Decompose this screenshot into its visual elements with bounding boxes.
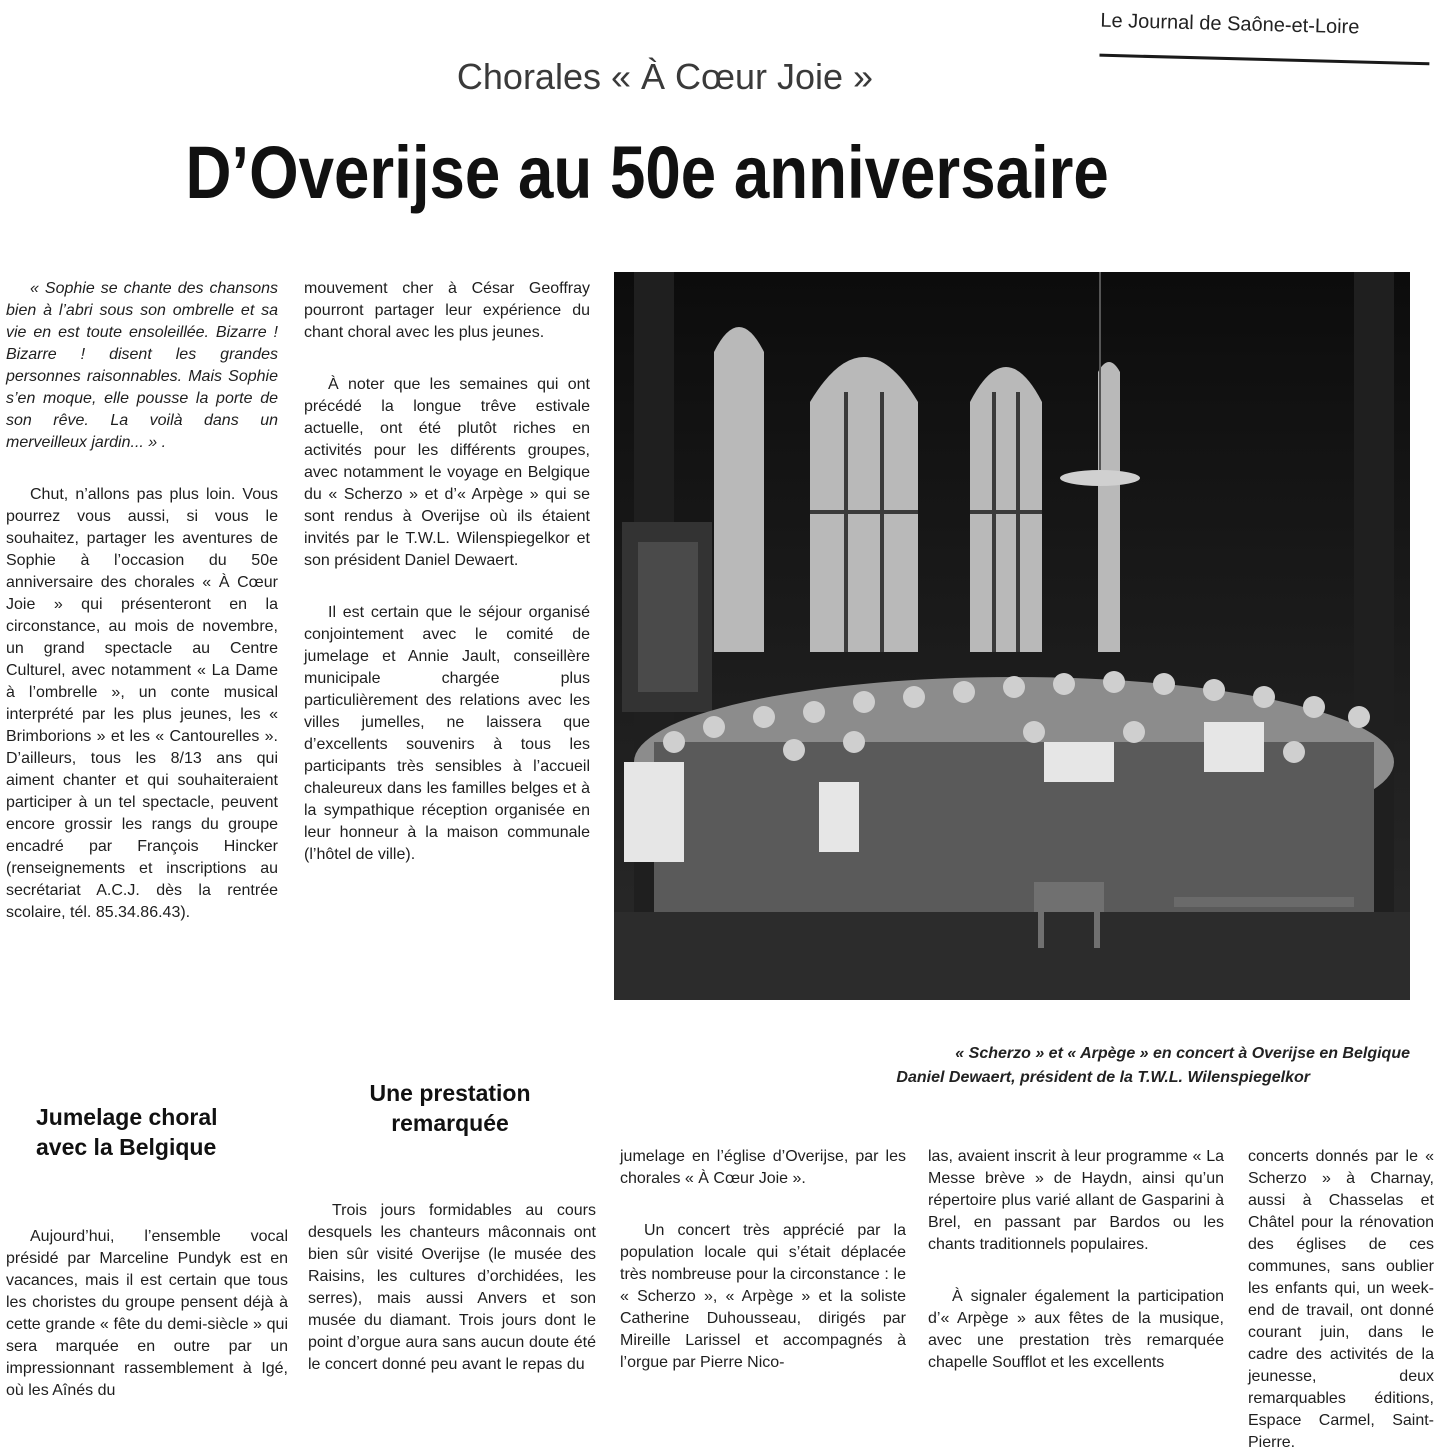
article-column-5 <box>1248 1146 1434 1451</box>
column-3-paragraph-2: Un concert très apprécié par la population locale qui s’était déplacée très nombreuse pour la circonstance : le « Scherzo », « Arpège » et la soliste Catherine Duhousseau, dirigés par Mireille Larissel et accompagnés à l’orgue par Pierre Nico- <box>620 1222 906 1371</box>
column-2-paragraph-4: Trois jours formidables au cours desquels les chanteurs mâconnais ont bien sûr visité Overijse (le musée des Raisins, les cultures d’orchidées, les serres), mais aussi Anvers et son musée du diamant. Trois jours dont le point d’orgue aura sans aucun doute été le concert donné peu avant le repas du <box>308 1202 596 1373</box>
column-1-paragraph-2: Chut, n’allons pas plus loin. Vous pourrez vous aussi, si vous le souhaitez, partager les aventures de Sophie à l’occasion du 50e anniversaire des chorales « À Cœur Joie » qui présenteront en la circonstance, au mois de novembre, un grand spectacle au Centre Culturel, avec notamment « La Dame à l’ombrelle », un conte musical interprété par les plus jeunes, les « Brimborions » et les « Cantourelles ». D’ailleurs, tous les 8/13 ans qui aiment chanter et qui souhaiteraient participer à un tel spectacle, peuvent encore grossir les rangs du groupe encadré par François Hincker (renseignements et inscriptions au secrétariat A.C.J. dès la rentrée scolaire, tél. 85.34.86.43). <box>6 486 278 921</box>
article-kicker: Chorales « À Cœur Joie » <box>456 56 874 97</box>
article-column-3 <box>620 1146 906 1436</box>
column-5-paragraph-1: concerts donnés par le « Scherzo » à Charnay, aussi à Chasselas et Châtel pour la rénovation des églises de ces communes, sans oublier les enfants qui, un week-end de travail, ont donné courant juin, dans le cadre des activités de la jeunesse, deux remarquables éditions, Espace Carmel, Saint-Pierre. <box>1248 1148 1434 1451</box>
article-headline: D’Overijse au 50e anniversaire <box>185 131 1109 214</box>
article-column-1 <box>6 278 278 954</box>
article-column-2-bottom <box>308 1200 596 1436</box>
subhead-prestation: Une prestation remarquée <box>369 1080 531 1136</box>
column-3-paragraph-1: jumelage en l’église d’Overijse, par les chorales « À Cœur Joie ». <box>620 1148 906 1187</box>
column-4-paragraph-1: las, avaient inscrit à leur programme « La Messe brève » de Haydn, ainsi qu’un répertoire plus varié allant de Gasparini à Brel, en passant par Bardos ou les chants traditionnels populaires. <box>928 1148 1224 1253</box>
column-2-paragraph-2: À noter que les semaines qui ont précédé la longue trêve estivale actuelle, ont été plutôt riches en activités pour les différents groupes, avec notamment le voyage en Belgique du « Scherzo » et d’« Arpège » qui se sont rendus à Overijse où ils étaient invités par le T.W.L. Wilenspiegelkor et son président Daniel Dewaert. <box>304 376 590 569</box>
choir-concert-photo <box>614 272 1410 1000</box>
column-1-paragraph-3: Aujourd’hui, l’ensemble vocal présidé par Marceline Pundyk est en vacances, mais il est certain que tous les choristes du groupe pensent déjà à cette grande « fête du demi-siècle » qui sera marquée en outre par un impressionnant rassemblement à Igé, où les Aînés du <box>6 1228 288 1399</box>
intro-quote: « Sophie se chante des chansons bien à l’abri sous son ombrelle et sa vie en est toute ensoleillée. Bizarre ! Bizarre ! disent les grandes personnes raisonnables. Mais Sophie s’en moque, elle pousse la porte de son rêve. La voilà dans un merveilleux jardin... » . <box>6 280 278 451</box>
column-2-paragraph-3: Il est certain que le séjour organisé conjointement avec le comité de jumelage et Annie Jault, conseillère municipale chargée plus particulièrement des relations avec les villes jumelles, ne laissera que d’excellents souvenirs à tous les participants très sensibles à l’accueil chaleureux dans les familles belges et à la sympathique réception organisée en leur honneur à la maison communale (l’hôtel de ville). <box>304 604 590 863</box>
article-column-4 <box>928 1146 1224 1436</box>
column-4-paragraph-2: À signaler également la participation d’« Arpège » aux fêtes de la musique, avec une prestation très remarquée chapelle Soufflot et les excellents <box>928 1288 1224 1371</box>
photo-caption <box>620 1042 1410 1090</box>
column-2-paragraph-1: mouvement cher à César Geoffray pourront partager leur expérience du chant choral avec les plus jeunes. <box>304 280 590 341</box>
newspaper-masthead: Le Journal de Saône-et-Loire <box>1099 10 1430 66</box>
caption-line-1: « Scherzo » et « Arpège » en concert à Overijse en Belgique <box>955 1045 1410 1062</box>
article-column-2 <box>304 278 590 896</box>
article-column-1-bottom <box>6 1226 288 1436</box>
subhead-jumelage: Jumelage choral avec la Belgique <box>36 1104 218 1160</box>
caption-line-2: Daniel Dewaert, président de la T.W.L. Wilenspiegelkor <box>896 1069 1310 1086</box>
